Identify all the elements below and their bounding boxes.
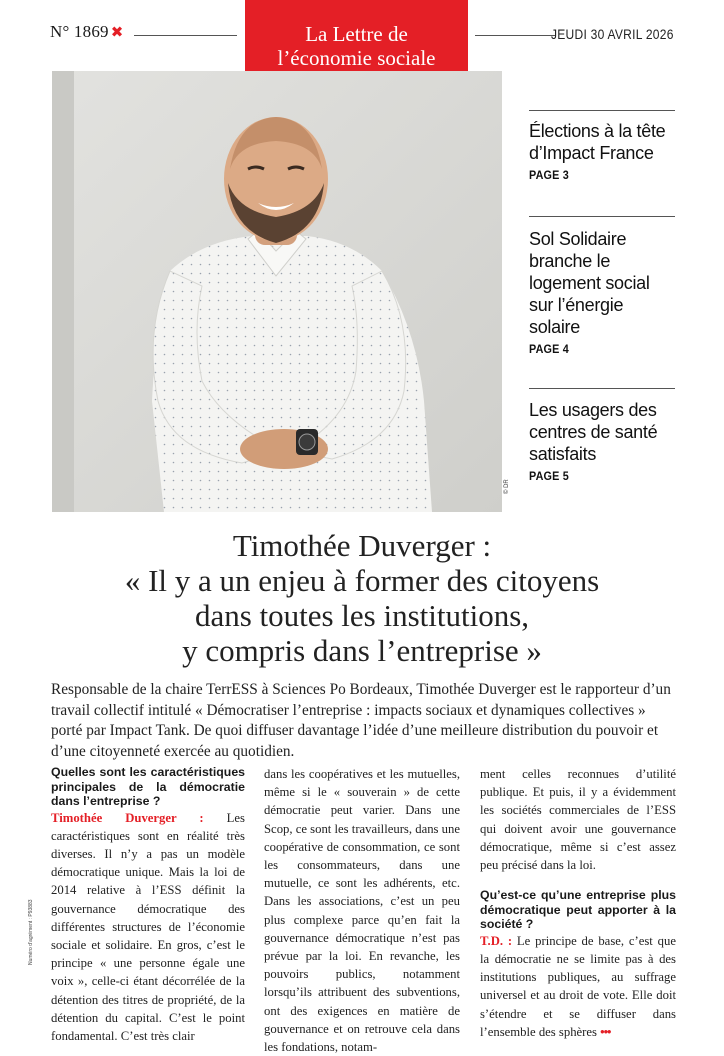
continued-marker: •••	[600, 1024, 611, 1039]
teaser-page: PAGE 5	[529, 469, 569, 483]
speaker-label: Timothée Duverger :	[51, 810, 204, 825]
teaser-title: Les usagers des centres de santé satisfaits	[529, 400, 658, 464]
interview-question: Qu’est-ce qu’une entreprise plus démocratique peut apporter à la société ?	[480, 888, 676, 932]
headline-line: y compris dans l’entreprise »	[182, 633, 542, 668]
masthead-line2: l’économie sociale	[277, 46, 436, 70]
header-rule-left	[134, 35, 237, 36]
teaser-title: Sol Solidaire branche le logement social sur l’énergie solaire	[529, 229, 650, 337]
teaser-rule	[529, 216, 675, 217]
headline-line: « Il y a un enjeu à former des citoyens	[124, 563, 600, 598]
teaser-item[interactable]	[529, 120, 675, 184]
portrait-photo	[52, 71, 502, 512]
teaser-page: PAGE 3	[529, 168, 569, 182]
portrait-illustration	[52, 71, 502, 512]
interview-answer	[480, 932, 676, 1041]
teaser-item[interactable]	[529, 228, 675, 358]
teaser-rule	[529, 388, 675, 389]
approval-number: Numéro d’agrément : P93883	[28, 899, 34, 965]
lede-paragraph: Responsable de la chaire TerrESS à Sciences Po Bordeaux, Timothée Duverger est le rapporteur d’un travail collectif intitulé « Démocratiser l’entreprise : impacts sociaux et dynamiques collectives » porté par Impact Tank. De quoi diffuser davantage l’idée d’une meilleure distribution du pouvoir et d’une citoyenneté exercée au quotidien.	[51, 681, 671, 760]
answer-text: Le principe de base, c’est que la démocratie ne se limite pas à des institutions publiques, au suffrage universel et au droit de vote. Elle doit s’étendre et se diffuser dans l’ensemble des sphères	[480, 933, 676, 1039]
issue-mark-icon: ✖	[110, 23, 124, 41]
masthead	[245, 0, 468, 78]
interview-answer	[51, 809, 245, 1046]
teaser-item[interactable]	[529, 399, 675, 485]
teaser-rule	[529, 110, 675, 111]
issue-date: JEUDI 30 AVRIL 2026	[551, 26, 674, 42]
teaser-page: PAGE 4	[529, 342, 569, 356]
masthead-line1: La Lettre de	[305, 22, 408, 46]
article-column-1	[51, 765, 245, 1045]
headline-line: Timothée Duverger :	[232, 528, 492, 563]
article-column-2	[264, 765, 460, 1056]
interview-question: Quelles sont les caractéristiques principales de la démocratie dans l’entreprise ?	[51, 765, 245, 808]
article-column-3	[480, 765, 676, 1041]
speaker-label: T.D. :	[480, 933, 513, 948]
answer-text: Les caractéristiques sont en réalité très diverses. Il n’y a pas un modèle démocratique unique. Mais la loi de 2014 relative à l’ESS définit la gouvernance démocratique des différentes structures de l’économie sociale et solidaire. En gros, c’est le principe « une personne égale une voix », celle-ci étant décorrélée de la détention des titres de propriété, de la détention du capital. C’est le point fondamental. C’est très clair	[51, 810, 245, 1043]
answer-text: dans les coopératives et les mutuelles, même si le « souverain » de cette démocratie peut varier. Dans une Scop, ce sont les travailleurs, dans une coopérative de consommation, ce sont les consommateurs, dans une mutuelle, ce sont les adhérents, etc. Dans les associations, c’est un peu plus complexe parce qu’en fait la gouvernance démocratique n’est pas prévue par la loi. En revanche, les pouvoirs publics, notamment lorsqu’ils attribuent des subventions, ont des exigences en matière de gouvernance et on retrouve cela dans les fondations, notam-	[264, 767, 460, 1055]
photo-credit: © DR	[504, 479, 510, 494]
issue-number-text: N° 1869	[50, 22, 109, 41]
headline-line: dans toutes les institutions,	[194, 598, 530, 633]
answer-text: ment celles reconnues d’utilité publique. Et puis, il y a évidemment les sociétés commerciales de l’ESS qui doivent avoir une gouvernance démocratique, même si c’est assez peu précisé dans la loi.	[480, 767, 676, 873]
headline	[0, 528, 724, 668]
header-rule-right	[475, 35, 555, 36]
issue-number	[50, 22, 124, 42]
teaser-title: Élections à la tête d’Impact France	[529, 121, 666, 163]
